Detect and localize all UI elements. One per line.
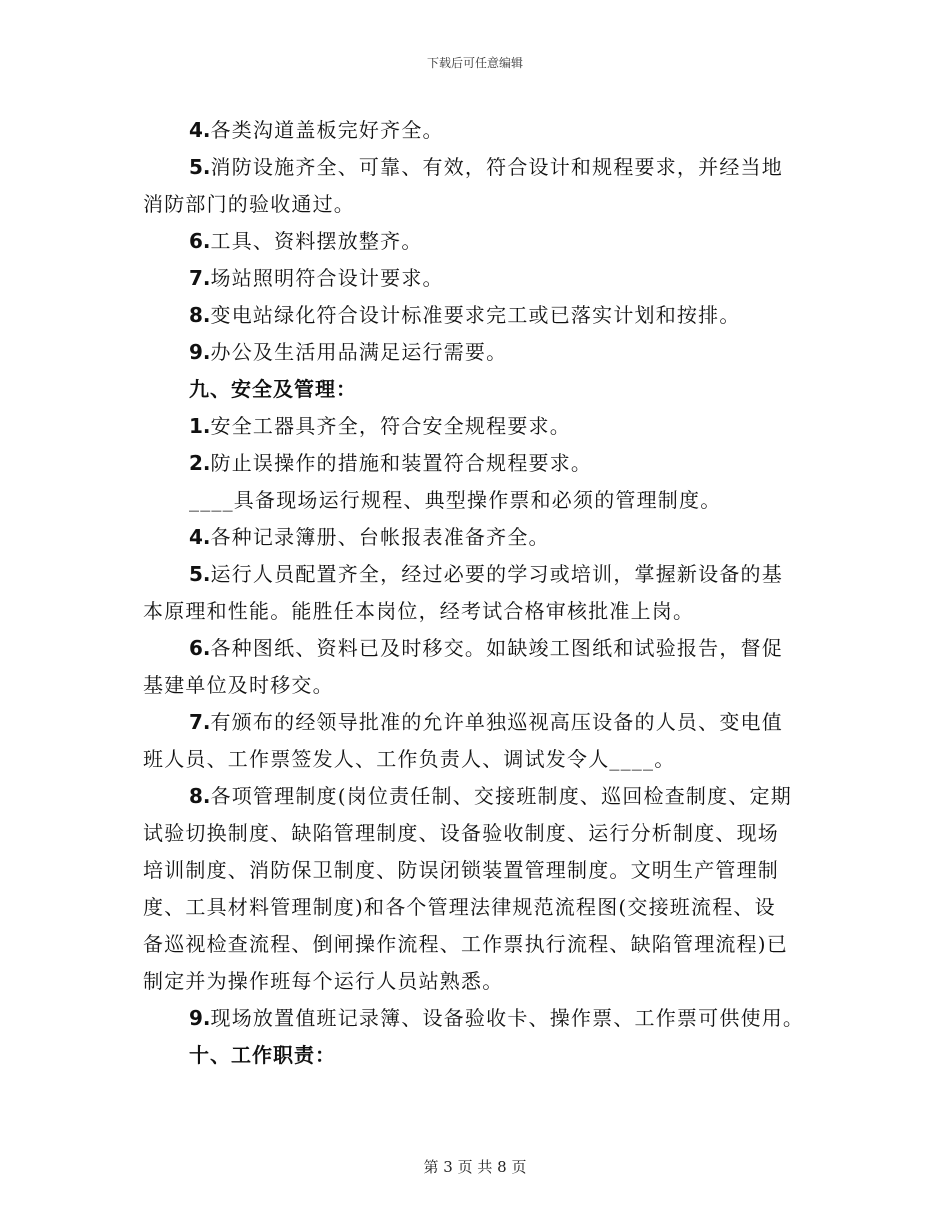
section-heading: 九、安全及管理： xyxy=(189,377,357,401)
list-item xyxy=(143,223,808,260)
item-text: 变电站绿化符合设计标准要求完工或已落实计划和按排。 xyxy=(210,303,741,327)
list-item-continuation xyxy=(143,186,808,223)
item-text: 安全工器具齐全，符合安全规程要求。 xyxy=(210,414,571,438)
header-note: 下载后可任意编辑 xyxy=(426,56,523,70)
item-text: 制定并为操作班每个运行人员站熟悉。 xyxy=(143,969,504,993)
item-text: 班人员、工作票签发人、工作负责人、调试发令人____。 xyxy=(143,747,676,771)
list-item xyxy=(143,519,808,556)
list-item-continuation xyxy=(143,852,808,889)
item-text: 度、工具材料管理制度)和各个管理法律规范流程图(交接班流程、设 xyxy=(143,895,776,919)
list-item xyxy=(143,556,808,593)
list-item-continuation xyxy=(143,593,808,630)
list-item xyxy=(143,297,808,334)
item-number: 7. xyxy=(189,710,211,734)
item-text: 有颁布的经领导批准的允许单独巡视高压设备的人员、变电值 xyxy=(210,710,783,734)
list-item xyxy=(143,112,808,149)
item-text: ____具备现场运行规程、典型操作票和必须的管理制度。 xyxy=(189,488,722,512)
list-item xyxy=(143,1000,808,1037)
item-text: 消防设施齐全、可靠、有效，符合设计和规程要求，并经当地 xyxy=(210,155,783,179)
item-number: 4. xyxy=(189,525,211,549)
item-number: 5. xyxy=(189,155,211,179)
item-text: 备巡视检查流程、倒闸操作流程、工作票执行流程、缺陷管理流程)已 xyxy=(143,932,789,956)
list-item xyxy=(143,408,808,445)
item-text: 本原理和性能。能胜任本岗位，经考试合格审核批准上岗。 xyxy=(143,599,695,623)
document-body xyxy=(143,112,808,1074)
list-item xyxy=(143,630,808,667)
item-number: 2. xyxy=(189,451,211,475)
item-number: 4. xyxy=(189,118,211,142)
item-number: 6. xyxy=(189,636,211,660)
list-item xyxy=(143,778,808,815)
item-number: 7. xyxy=(189,266,211,290)
list-item-continuation xyxy=(143,741,808,778)
list-item xyxy=(143,149,808,186)
item-text: 培训制度、消防保卫制度、防误闭锁装置管理制度。文明生产管理制 xyxy=(143,858,779,882)
list-item xyxy=(143,482,808,519)
item-number: 9. xyxy=(189,1006,211,1030)
item-text: 基建单位及时移交。 xyxy=(143,673,334,697)
item-text: 各种图纸、资料已及时移交。如缺竣工图纸和试验报告，督促 xyxy=(210,636,783,660)
item-text: 试验切换制度、缺陷管理制度、设备验收制度、运行分析制度、现场 xyxy=(143,821,779,845)
item-number: 8. xyxy=(189,303,211,327)
item-number: 6. xyxy=(189,229,211,253)
list-item-continuation xyxy=(143,667,808,704)
item-text: 场站照明符合设计要求。 xyxy=(210,266,444,290)
item-text: 消防部门的验收通过。 xyxy=(143,192,355,216)
item-text: 防止误操作的措施和装置符合规程要求。 xyxy=(210,451,593,475)
item-number: 5. xyxy=(189,562,211,586)
item-text: 运行人员配置齐全，经过必要的学习或培训，掌握新设备的基 xyxy=(210,562,783,586)
item-text: 办公及生活用品满足运行需要。 xyxy=(210,340,508,364)
list-item xyxy=(143,445,808,482)
section-heading: 十、工作职责： xyxy=(189,1043,336,1067)
list-item xyxy=(143,704,808,741)
list-item-continuation xyxy=(143,926,808,963)
list-item-continuation xyxy=(143,889,808,926)
item-number: 1. xyxy=(189,414,211,438)
list-item-continuation xyxy=(143,815,808,852)
list-item xyxy=(143,260,808,297)
item-text: 各项管理制度(岗位责任制、交接班制度、巡回检查制度、定期 xyxy=(210,784,792,808)
list-item xyxy=(143,334,808,371)
item-number: 9. xyxy=(189,340,211,364)
item-text: 工具、资料摆放整齐。 xyxy=(210,229,423,253)
item-text: 各类沟道盖板完好齐全。 xyxy=(210,118,444,142)
item-text: 各种记录簿册、台帐报表准备齐全。 xyxy=(210,525,550,549)
list-item-continuation xyxy=(143,963,808,1000)
item-number: 8. xyxy=(189,784,211,808)
page-number: 第 3 页 共 8 页 xyxy=(423,1158,527,1176)
item-text: 现场放置值班记录簿、设备验收卡、操作票、工作票可供使用。 xyxy=(210,1006,805,1030)
